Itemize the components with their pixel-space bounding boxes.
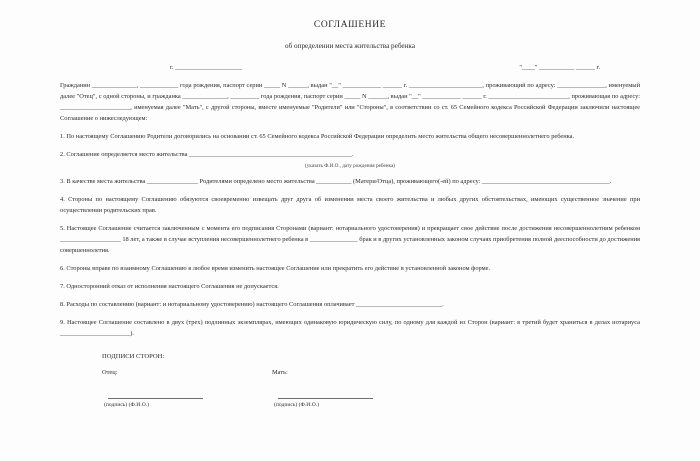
clause-1: 1. По настоящему Соглашению Родители договорились на основании ст. 65 Семейного кодекса Российской Федерации определить место жительства общего несовершеннолетнего ребенка. (60, 133, 575, 141)
clause-8: 8. Расходы по составлению (вариант: и нотариальному удостоверению) настоящего Соглашения оплачивает ___________________________. (60, 301, 444, 309)
document-subtitle: об определении места жительства ребенка (284, 42, 416, 50)
mother-label: Мать: (272, 369, 288, 377)
clause-3: 3. В качестве места жительства ________________ Родителями определено место жительства ___________ (Матери/Отца), проживающего(-ей) по адресу: ________________________________________. (60, 178, 612, 186)
clause-6: 6. Стороны вправе по взаимному Соглашению в любое время изменить настоящее Соглашение или прекратить его действие в установленной законом форме. (60, 265, 491, 273)
clause-7: 7. Односторонний отказ от исполнения настоящего Соглашения не допускается. (60, 283, 279, 291)
clause-4: 4. Стороны по настоящему Соглашению обязуются своевременно извещать друг друга об изменении места своего жительства и любых других обстоятельствах, имеющих существенное значение при осуществлении родительских прав. (60, 196, 640, 215)
father-signature-caption: (подпись) (Ф.И.О.) (104, 402, 150, 409)
clause-9: 9. Настоящее Соглашение составлено в двух (трех) подлинных экземплярах, имеющих одинаковую юридическую силу, по одному для каждой из Сторон (вариант: в третий будет храниться в делах нотариуса ______________________). (60, 319, 640, 338)
signatures-heading: ПОДПИСИ СТОРОН: (102, 353, 165, 361)
father-label: Отец: (102, 369, 118, 377)
place-date-line (60, 64, 640, 71)
mother-signature-block (272, 369, 442, 408)
signatures-row (102, 369, 640, 408)
date-field: "____" ___________ ______ г. (519, 64, 600, 71)
mother-signature-line (278, 376, 373, 399)
clause-2-hint: (указать Ф.И.О., дату рождения ребенка) (304, 163, 396, 170)
father-signature-block (102, 369, 272, 408)
preamble-paragraph: Гражданин ______________, ____________ года рождения, паспорт серии _____ N ______, выдан "__" ____________ ______ г. _______________________, проживающий по адресу: _______________, именуемый далее "Отец", с одной стороны, и гражданка ______________, _________ года рождения, паспорт серии _____ N ______, выдан "__" ____________ ______ г. _________________________, проживающая по адресу: ______________________, именуемая далее "Мать", с другой стороны, вместе именуемые "Родители" или "Стороны", в соответствии со ст. 65 Семейного кодекса Российской Федерации заключили настоящее Соглашение о нижеследующем: (60, 82, 640, 123)
place-field: г. _____________________ (170, 64, 243, 71)
clause-5: 5. Настоящее Соглашение считается заключенным с момента его подписания Сторонами (вариант: нотариального удостоверения) и прекращает свое действие после достижения несовершеннолетним ребенком ___________________ 18 лет, а также в случае вступления несовершеннолетнего ребенка в _______________ брак и в других установленных законом случаях приобретения полной дееспособности до достижения совершеннолетия. (60, 225, 640, 255)
clause-2: 2. Соглашение определяется место жительства ___________________________________________________. (60, 151, 354, 159)
mother-signature-caption: (подпись) (Ф.И.О.) (274, 402, 320, 409)
document-title: СОГЛАШЕНИЕ (313, 20, 387, 30)
father-signature-line (108, 376, 203, 399)
